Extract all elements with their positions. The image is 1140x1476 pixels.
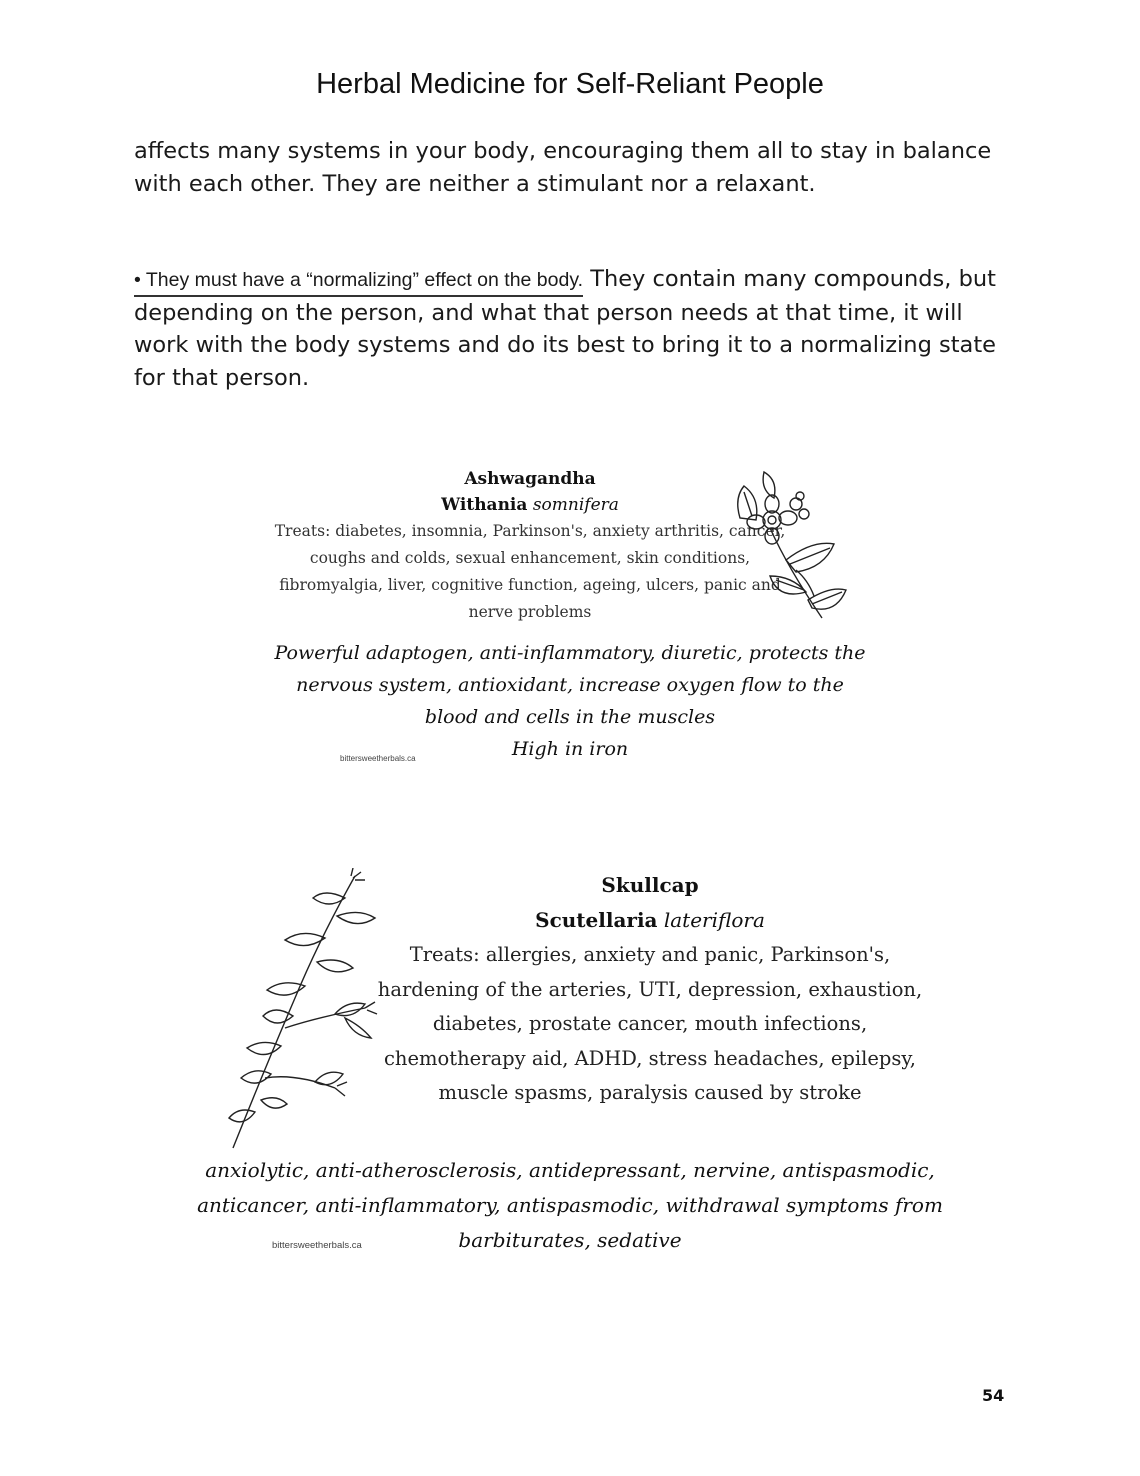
ashwagandha-flower-illustration [726, 468, 850, 628]
ashwagandha-name: Ashwagandha [464, 469, 596, 489]
ashwagandha-properties-text: Powerful adaptogen, anti-inflammatory, diuretic, protects the nervous system, antioxidant, increase oxygen flow to the blood and cells in the muscles [274, 642, 866, 728]
skullcap-card [375, 868, 925, 1111]
ashwagandha-note: High in iron [511, 738, 629, 760]
skullcap-credit: bittersweetherbals.ca [272, 1240, 362, 1251]
skullcap-genus: Scutellaria [535, 908, 658, 932]
body-paragraph-2 [134, 263, 1004, 394]
ashwagandha-species: somnifera [532, 495, 619, 515]
skullcap-treats: Treats: allergies, anxiety and panic, Parkinson's, hardening of the arteries, UTI, depression, exhaustion, diabetes, prostate cancer, mouth infections, chemotherapy aid, ADHD, stress headaches, epilepsy, muscle spasms, paralysis caused by stroke [377, 943, 923, 1104]
skullcap-properties: anxiolytic, anti-atherosclerosis, antidepressant, nervine, antispasmodic, anticancer, anti-inflammatory, antispasmodic, withdrawal symptoms from barbiturates, sedative [197, 1158, 943, 1252]
skullcap-plant-illustration [225, 868, 385, 1153]
ashwagandha-properties [270, 637, 870, 765]
page-header-title: Herbal Medicine for Self-Reliant People [316, 68, 824, 100]
ashwagandha-card [270, 466, 790, 626]
underlined-lead-sentence: • They must have a “normalizing” effect on the body. [134, 269, 583, 297]
skullcap-name: Skullcap [601, 873, 699, 897]
skullcap-species: lateriflora [663, 908, 765, 932]
ashwagandha-latin-name [270, 492, 790, 518]
body-paragraph-1: affects many systems in your body, encouraging them all to stay in balance with each other. They are neither a stimulant nor a relaxant. [134, 138, 992, 197]
ashwagandha-credit: bittersweetherbals.ca [340, 754, 416, 763]
ashwagandha-genus: Withania [441, 495, 528, 515]
ashwagandha-treats: Treats: diabetes, insomnia, Parkinson's, anxiety arthritis, cancer, coughs and colds, sexual enhancement, skin conditions, fibromyalgia, liver, cognitive function, ageing, ulcers, panic and nerve problems [274, 522, 786, 621]
paragraph-2-continuation: They contain many compounds, but depending on the person, and what that person needs at that time, it will work with the body systems and do its best to bring it to a normalizing state for that person. [134, 266, 996, 391]
page-number: 54 [982, 1386, 1005, 1405]
skullcap-latin-name [375, 903, 925, 938]
